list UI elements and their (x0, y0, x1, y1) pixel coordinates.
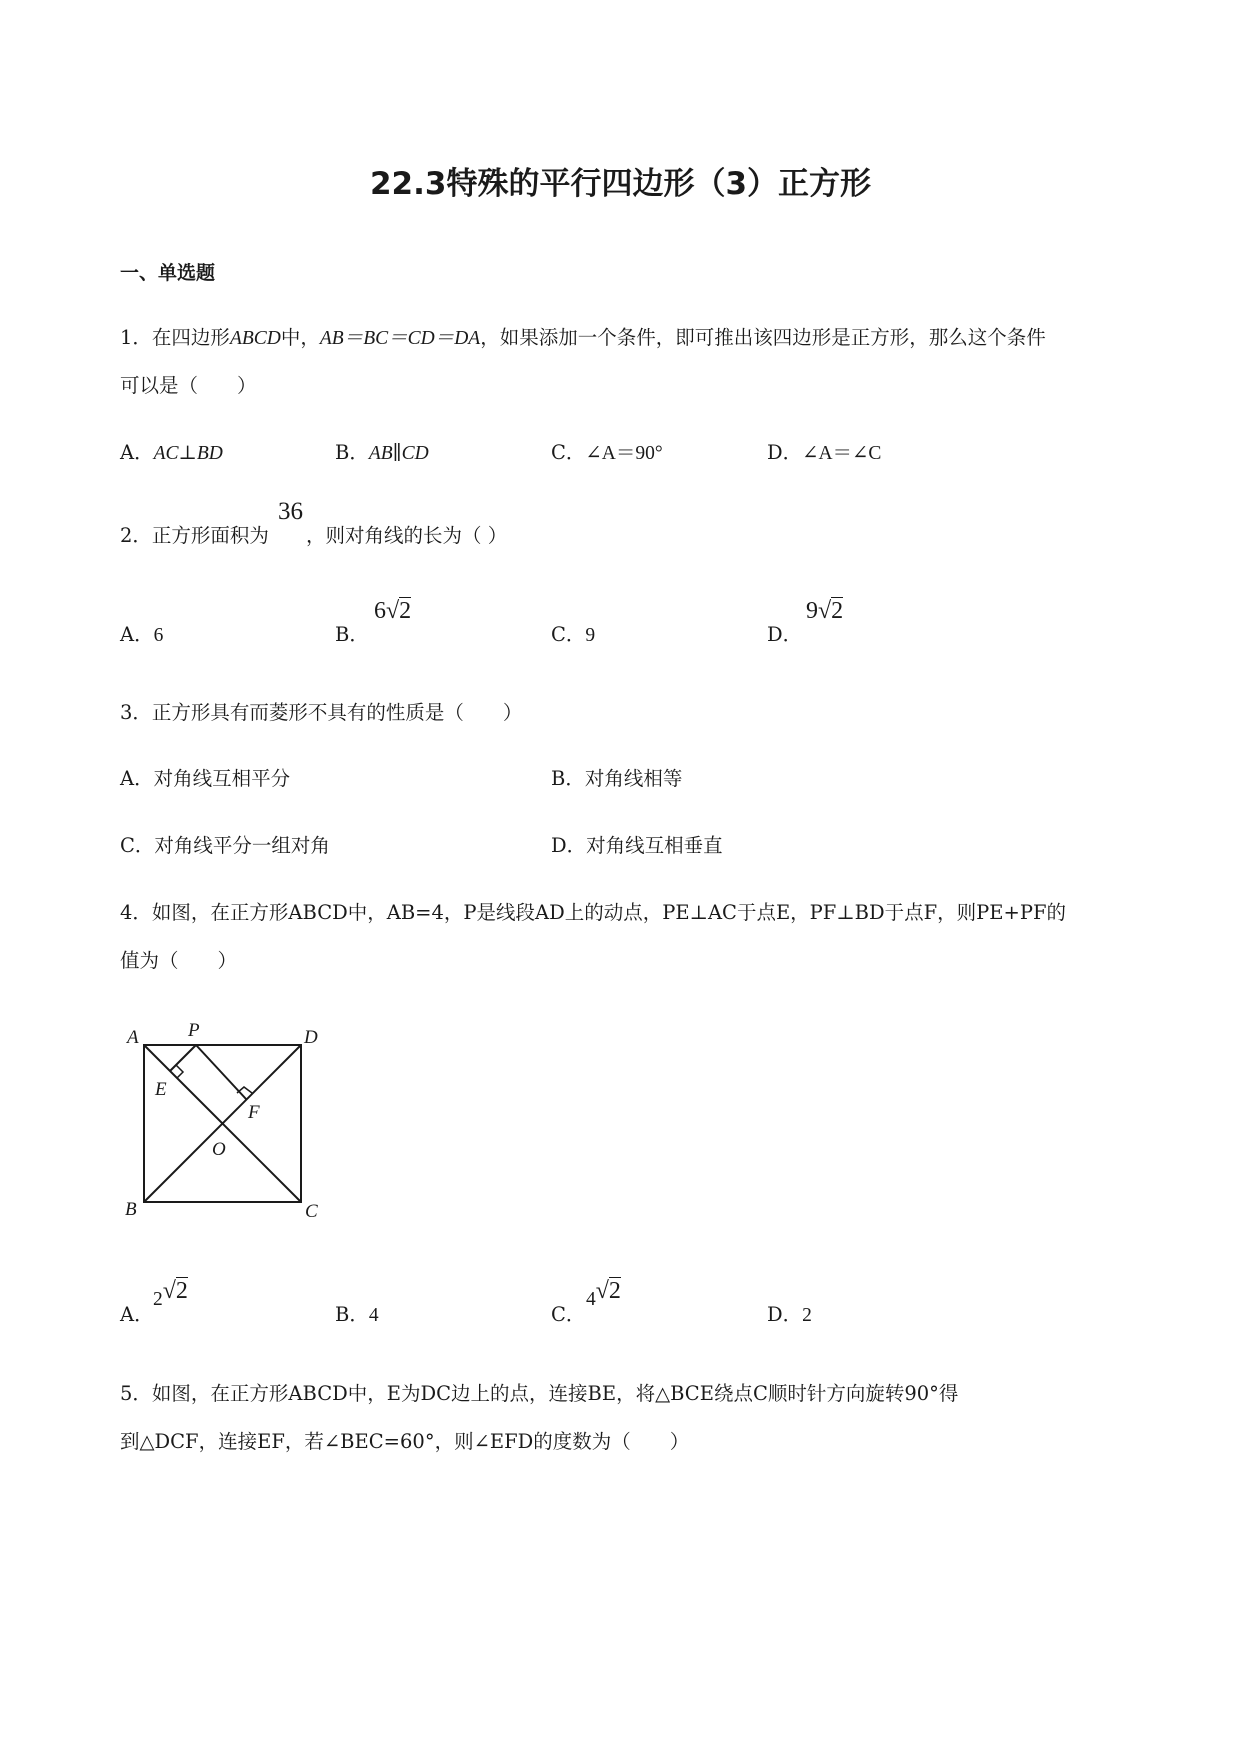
q2-option-b-coef: 6 (374, 598, 386, 624)
q3-option-c[interactable] (120, 830, 330, 858)
q1-text-a: 在四边形 (151, 326, 230, 349)
label-c: C (305, 1201, 318, 1222)
q3-option-a-text: 对角线互相平分 (153, 767, 291, 790)
segment-pe (170, 1045, 196, 1071)
q1-option-a[interactable] (120, 437, 223, 465)
q3-option-b-text: 对角线相等 (584, 767, 683, 790)
q2-option-d-radicand: 2 (831, 598, 844, 624)
q4-line1 (120, 897, 1066, 925)
q2-option-c-label: C． (551, 623, 586, 646)
q3-option-c-label: C． (120, 834, 155, 857)
q3-option-d[interactable] (551, 830, 723, 858)
q1-option-a-text: AC⊥BD (153, 443, 223, 464)
q1-option-d-text: ∠A＝∠C (802, 443, 882, 464)
q2-option-b-label[interactable]: B． (335, 623, 369, 646)
q1-option-d-label: D． (767, 441, 803, 464)
q3-number: 3． (120, 701, 152, 724)
q1-option-c[interactable] (551, 437, 663, 465)
q3-option-a[interactable] (120, 763, 290, 791)
q2-option-d-value[interactable] (806, 598, 843, 625)
q4-option-d-label: D． (767, 1303, 803, 1326)
q3-option-d-text: 对角线互相垂直 (586, 834, 723, 857)
label-b: B (125, 1199, 137, 1220)
q3-text: 正方形具有而菱形不具有的性质是（ ） (151, 701, 523, 724)
q2-option-a-label: A． (120, 623, 154, 646)
q4-option-c-value[interactable] (586, 1278, 621, 1310)
q3-option-a-label: A． (120, 767, 154, 790)
q5-line2: 到△DCF，连接EF，若∠BEC=60°，则∠EFD的度数为（ ） (120, 1430, 690, 1453)
q3-option-b[interactable] (551, 763, 682, 791)
q1-number: 1． (120, 326, 152, 349)
q4-text-line1: 如图，在正方形ABCD中，AB=4，P是线段AD上的动点，PE⊥AC于点E，PF⊥BD于点F，则PE+PF的 (151, 901, 1067, 924)
sqrt-radical-icon: √ (386, 598, 400, 624)
q1-line2: 可以是（ ） (120, 374, 257, 397)
q1-text-c: ，如果添加一个条件，即可推出该四边形是正方形，那么这个条件 (480, 326, 1046, 349)
q2-option-d-label[interactable]: D． (767, 623, 803, 646)
q1-condition: AB＝BC＝CD＝DA (319, 328, 481, 349)
q4-number: 4． (120, 901, 152, 924)
label-a: A (127, 1027, 139, 1048)
q2-text-a: 正方形面积为 (151, 524, 269, 547)
q2-number: 2． (120, 524, 152, 547)
q1-option-c-label: C． (551, 441, 586, 464)
label-f: F (248, 1102, 260, 1123)
label-e: E (155, 1079, 167, 1100)
q4-option-b-value: 4 (368, 1305, 379, 1326)
q1-option-b-text: AB∥CD (368, 443, 429, 464)
q5-number: 5． (120, 1382, 152, 1405)
q5-text-line1: 如图，在正方形ABCD中，E为DC边上的点，连接BE，将△BCE绕点C顺时针方向旋转90°得 (151, 1382, 959, 1405)
sqrt-radical-icon: √ (595, 1278, 609, 1304)
q1-option-d[interactable] (767, 437, 881, 465)
q1-option-b[interactable] (335, 437, 429, 465)
q2-option-a[interactable] (120, 619, 163, 647)
q4-option-d[interactable] (767, 1299, 812, 1327)
q4-option-c-radicand: 2 (608, 1278, 621, 1304)
q1-text-b: 中， (280, 326, 320, 349)
q4-line2: 值为（ ） (120, 949, 238, 972)
q2-option-b-value[interactable] (374, 598, 411, 625)
q3-option-b-label: B． (551, 767, 585, 790)
q1-line1 (120, 322, 1046, 350)
q5-line1 (120, 1378, 958, 1406)
q4-option-a-radicand: 2 (175, 1278, 188, 1304)
q1-quadrilateral: ABCD (229, 328, 281, 349)
section-heading: 一、单选题 (120, 262, 216, 284)
q4-option-b-label: B． (335, 1303, 369, 1326)
q4-option-a-value[interactable] (153, 1278, 188, 1310)
q4-option-a-coef: 2 (153, 1289, 163, 1310)
page-title: 22.3特殊的平行四边形（3）正方形 (369, 166, 872, 202)
q3-stem (120, 697, 522, 725)
q2-option-b-radicand: 2 (399, 598, 412, 624)
q4-option-b[interactable] (335, 1299, 379, 1327)
q4-option-d-value: 2 (802, 1305, 812, 1326)
q2-option-c[interactable] (551, 619, 595, 647)
q2-option-c-value: 9 (585, 625, 596, 646)
q2-text-end: ，则对角线的长为（ ） (306, 524, 508, 547)
q2-option-d-coef: 9 (806, 598, 818, 624)
q2-option-a-value: 6 (153, 625, 164, 646)
sqrt-radical-icon: √ (162, 1278, 176, 1304)
q3-option-c-text: 对角线平分一组对角 (154, 834, 330, 857)
label-o: O (212, 1139, 226, 1160)
q2-area-value: 36 (278, 498, 303, 525)
q4-square-figure (115, 1015, 330, 1230)
q1-option-c-text: ∠A＝90° (585, 443, 663, 464)
q1-option-b-label: B． (335, 441, 369, 464)
q1-option-a-label: A． (120, 441, 154, 464)
q2-text-start (120, 520, 269, 548)
right-angle-e-icon (176, 1065, 183, 1078)
q4-option-a-label[interactable]: A． (120, 1303, 154, 1326)
q3-option-d-label: D． (551, 834, 587, 857)
q4-option-c-coef: 4 (586, 1289, 596, 1310)
label-p: P (188, 1020, 200, 1041)
sqrt-radical-icon: √ (818, 598, 832, 624)
q4-option-c-label[interactable]: C． (551, 1303, 586, 1326)
label-d: D (304, 1027, 318, 1048)
